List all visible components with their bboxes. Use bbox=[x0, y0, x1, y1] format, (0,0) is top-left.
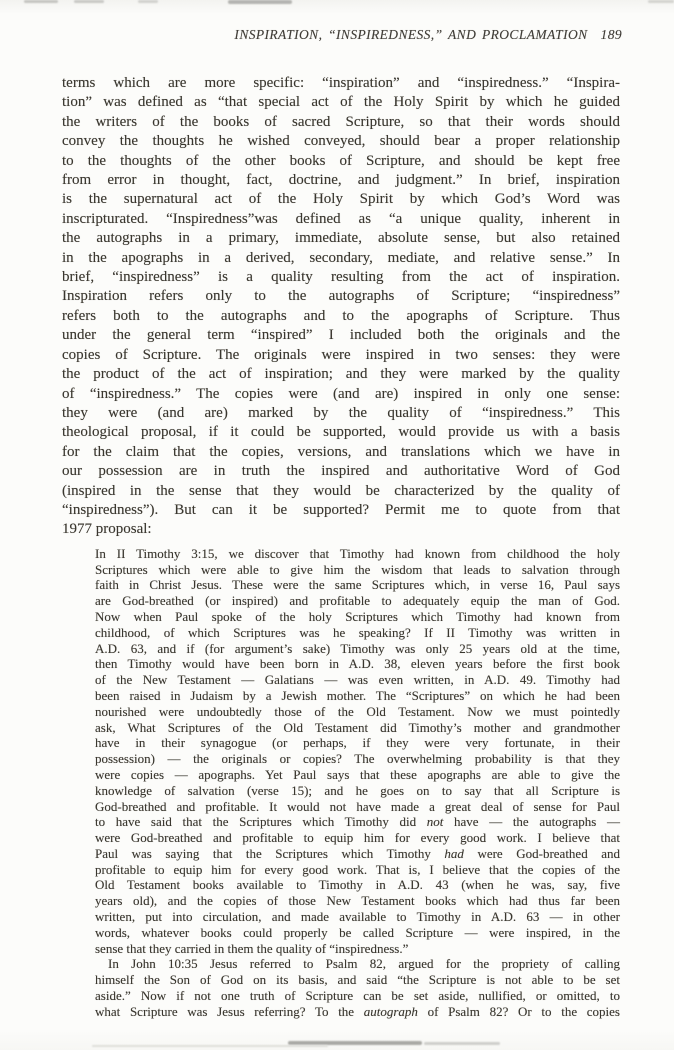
text-line: aside.” Now if not one truth of Scripture can be set aside, nullified, or omitted, to bbox=[95, 988, 620, 1004]
block-quote-paragraph-1 bbox=[95, 546, 620, 957]
text-line: Old Testament books available to Timothy in A.D. 43 (when he was, say, five bbox=[95, 877, 620, 893]
text-line: terms which are more specific: “inspiration” and “inspiredness.” “Inspira- bbox=[62, 75, 620, 91]
text-line: under the general term “inspired” I included both the originals and the bbox=[62, 327, 620, 344]
text-line: the writers of the books of sacred Scripture, so that their words should bbox=[62, 113, 620, 130]
text-line: possession) — the originals or copies? The overwhelming probability is that they bbox=[95, 751, 620, 767]
text-line: what Scripture was Jesus referring? To the autograph of Psalm 82? Or to the copies bbox=[95, 1003, 620, 1019]
text-line: faith in Christ Jesus. These were the same Scriptures which, in verse 16, Paul says bbox=[95, 577, 620, 593]
text-line: refers both to the autographs and to the apographs of Scripture. Thus bbox=[62, 307, 620, 324]
scan-artifact bbox=[424, 1042, 500, 1045]
text-line: Inspiration refers only to the autographs of Scripture; “inspiredness” bbox=[62, 288, 620, 305]
scan-artifact bbox=[648, 0, 674, 3]
text-line: the product of the act of inspiration; and they were marked by the quality bbox=[62, 366, 620, 383]
text-line: is the supernatural act of the Holy Spirit by which God’s Word was bbox=[62, 191, 620, 208]
scan-artifact bbox=[228, 0, 292, 4]
text-line: brief, “inspiredness” is a quality resulting from the act of inspiration. bbox=[62, 269, 620, 286]
text-line: from error in thought, fact, doctrine, and judgment.” In brief, inspiration bbox=[62, 172, 620, 189]
text-line: they were (and are) marked by the quality of “inspiredness.” This bbox=[62, 404, 620, 421]
text-line: to have said that the Scriptures which Timothy did not have — the autographs — bbox=[95, 814, 620, 830]
text-line: in the apographs in a derived, secondary, mediate, and relative sense.” In bbox=[62, 249, 620, 266]
text-line: were God-breathed and profitable to equip him for every good work. I believe that bbox=[95, 830, 620, 846]
text-line: Scriptures which were able to give him the wisdom that leads to salvation through bbox=[95, 561, 620, 577]
scan-artifact bbox=[92, 1045, 328, 1047]
running-header-title: INSPIRATION, “INSPIREDNESS,” AND PROCLAMATION bbox=[234, 27, 588, 42]
scan-artifact bbox=[24, 0, 58, 3]
text-line: nourished were undoubtedly those of the Old Testament. Now we must pointedly bbox=[95, 703, 620, 719]
text-line: been raised in Judaism by a Jewish mother. The “Scriptures” on which he had been bbox=[95, 687, 620, 703]
text-line: inscripturated. “Inspiredness”was defined as “a unique quality, inherent in bbox=[62, 210, 620, 227]
text-line: written, put into circulation, and made available to Timothy in A.D. 63 — in other bbox=[95, 909, 620, 925]
text-line: then Timothy would have been born in A.D. 38, eleven years before the first book bbox=[95, 656, 620, 672]
text-line: sense that they carried in them the quality of “inspiredness.” bbox=[95, 940, 409, 956]
text-line: knowledge of salvation (verse 15); and he goes on to say that all Scripture is bbox=[95, 782, 620, 798]
text-line: In II Timothy 3:15, we discover that Timothy had known from childhood the holy bbox=[95, 545, 620, 561]
text-line: In John 10:35 Jesus referred to Psalm 82, argued for the propriety of calling bbox=[108, 956, 620, 972]
text-line: of the New Testament — Galatians — was even written, in A.D. 49. Timothy had bbox=[95, 672, 620, 688]
text-line: ask, What Scriptures of the Old Testament did Timothy’s mother and grandmother bbox=[95, 719, 620, 735]
text-line: are God-breathed (or inspired) and profitable to adequately equip the man of God. bbox=[95, 593, 620, 609]
text-line: tion” was defined as “that special act of the Holy Spirit by which he guided bbox=[62, 94, 620, 111]
text-line: for the claim that the copies, versions, and translations which we have in bbox=[62, 443, 620, 460]
text-line: himself the Son of God on its basis, and said “the Scripture is not able to be set bbox=[95, 972, 620, 988]
text-line: years old), and the copies of those New Testament books which had thus far been bbox=[95, 893, 620, 909]
text-line: words, whatever books could properly be called Scripture — were inspired, in the bbox=[95, 924, 620, 940]
main-paragraph bbox=[62, 74, 620, 540]
text-line: convey the thoughts he wished conveyed, should bear a proper relationship bbox=[62, 133, 620, 150]
block-quote-paragraph-2 bbox=[95, 956, 620, 1019]
scan-artifact bbox=[138, 0, 158, 3]
text-line: “inspiredness”). But can it be supported? Permit me to quote from that bbox=[62, 501, 620, 518]
text-line: of “inspiredness.” The copies were (and are) inspired in only one sense: bbox=[62, 385, 620, 402]
text-line: have in their synagogue (or perhaps, if they were very fortunate, in their bbox=[95, 735, 620, 751]
text-line: God-breathed and profitable. It would not have made a great deal of sense for Paul bbox=[95, 798, 620, 814]
text-line: Now when Paul spoke of the holy Scriptures which Timothy had known from bbox=[95, 608, 620, 624]
text-line: profitable to equip him for every good work. That is, I believe that the copies of the bbox=[95, 861, 620, 877]
text-line: copies of Scripture. The originals were inspired in two senses: they were bbox=[62, 346, 620, 363]
text-line: childhood, of which Scriptures was he speaking? If II Timothy was written in bbox=[95, 624, 620, 640]
page-number: 189 bbox=[600, 27, 622, 42]
running-header bbox=[62, 27, 622, 43]
text-line: the autographs in a primary, immediate, absolute sense, but also retained bbox=[62, 230, 620, 247]
text-line: (inspired in the sense that they would be characterized by the quality of bbox=[62, 482, 620, 499]
text-line: A.D. 63, and if (for argument’s sake) Timothy was only 25 years old at the time, bbox=[95, 640, 620, 656]
text-line: our possession are in truth the inspired and authoritative Word of God bbox=[62, 463, 620, 480]
page-body bbox=[62, 74, 620, 1020]
text-line: Paul was saying that the Scriptures which Timothy had were God-breathed and bbox=[95, 845, 620, 861]
text-line: theological proposal, if it could be supported, would provide us with a basis bbox=[62, 424, 620, 441]
text-line: 1977 proposal: bbox=[62, 521, 152, 538]
scan-artifact bbox=[74, 0, 104, 3]
text-line: were copies — apographs. Yet Paul says that these apographs are able to give the bbox=[95, 766, 620, 782]
text-line: to the thoughts of the other books of Scripture, and should be kept free bbox=[62, 152, 620, 169]
